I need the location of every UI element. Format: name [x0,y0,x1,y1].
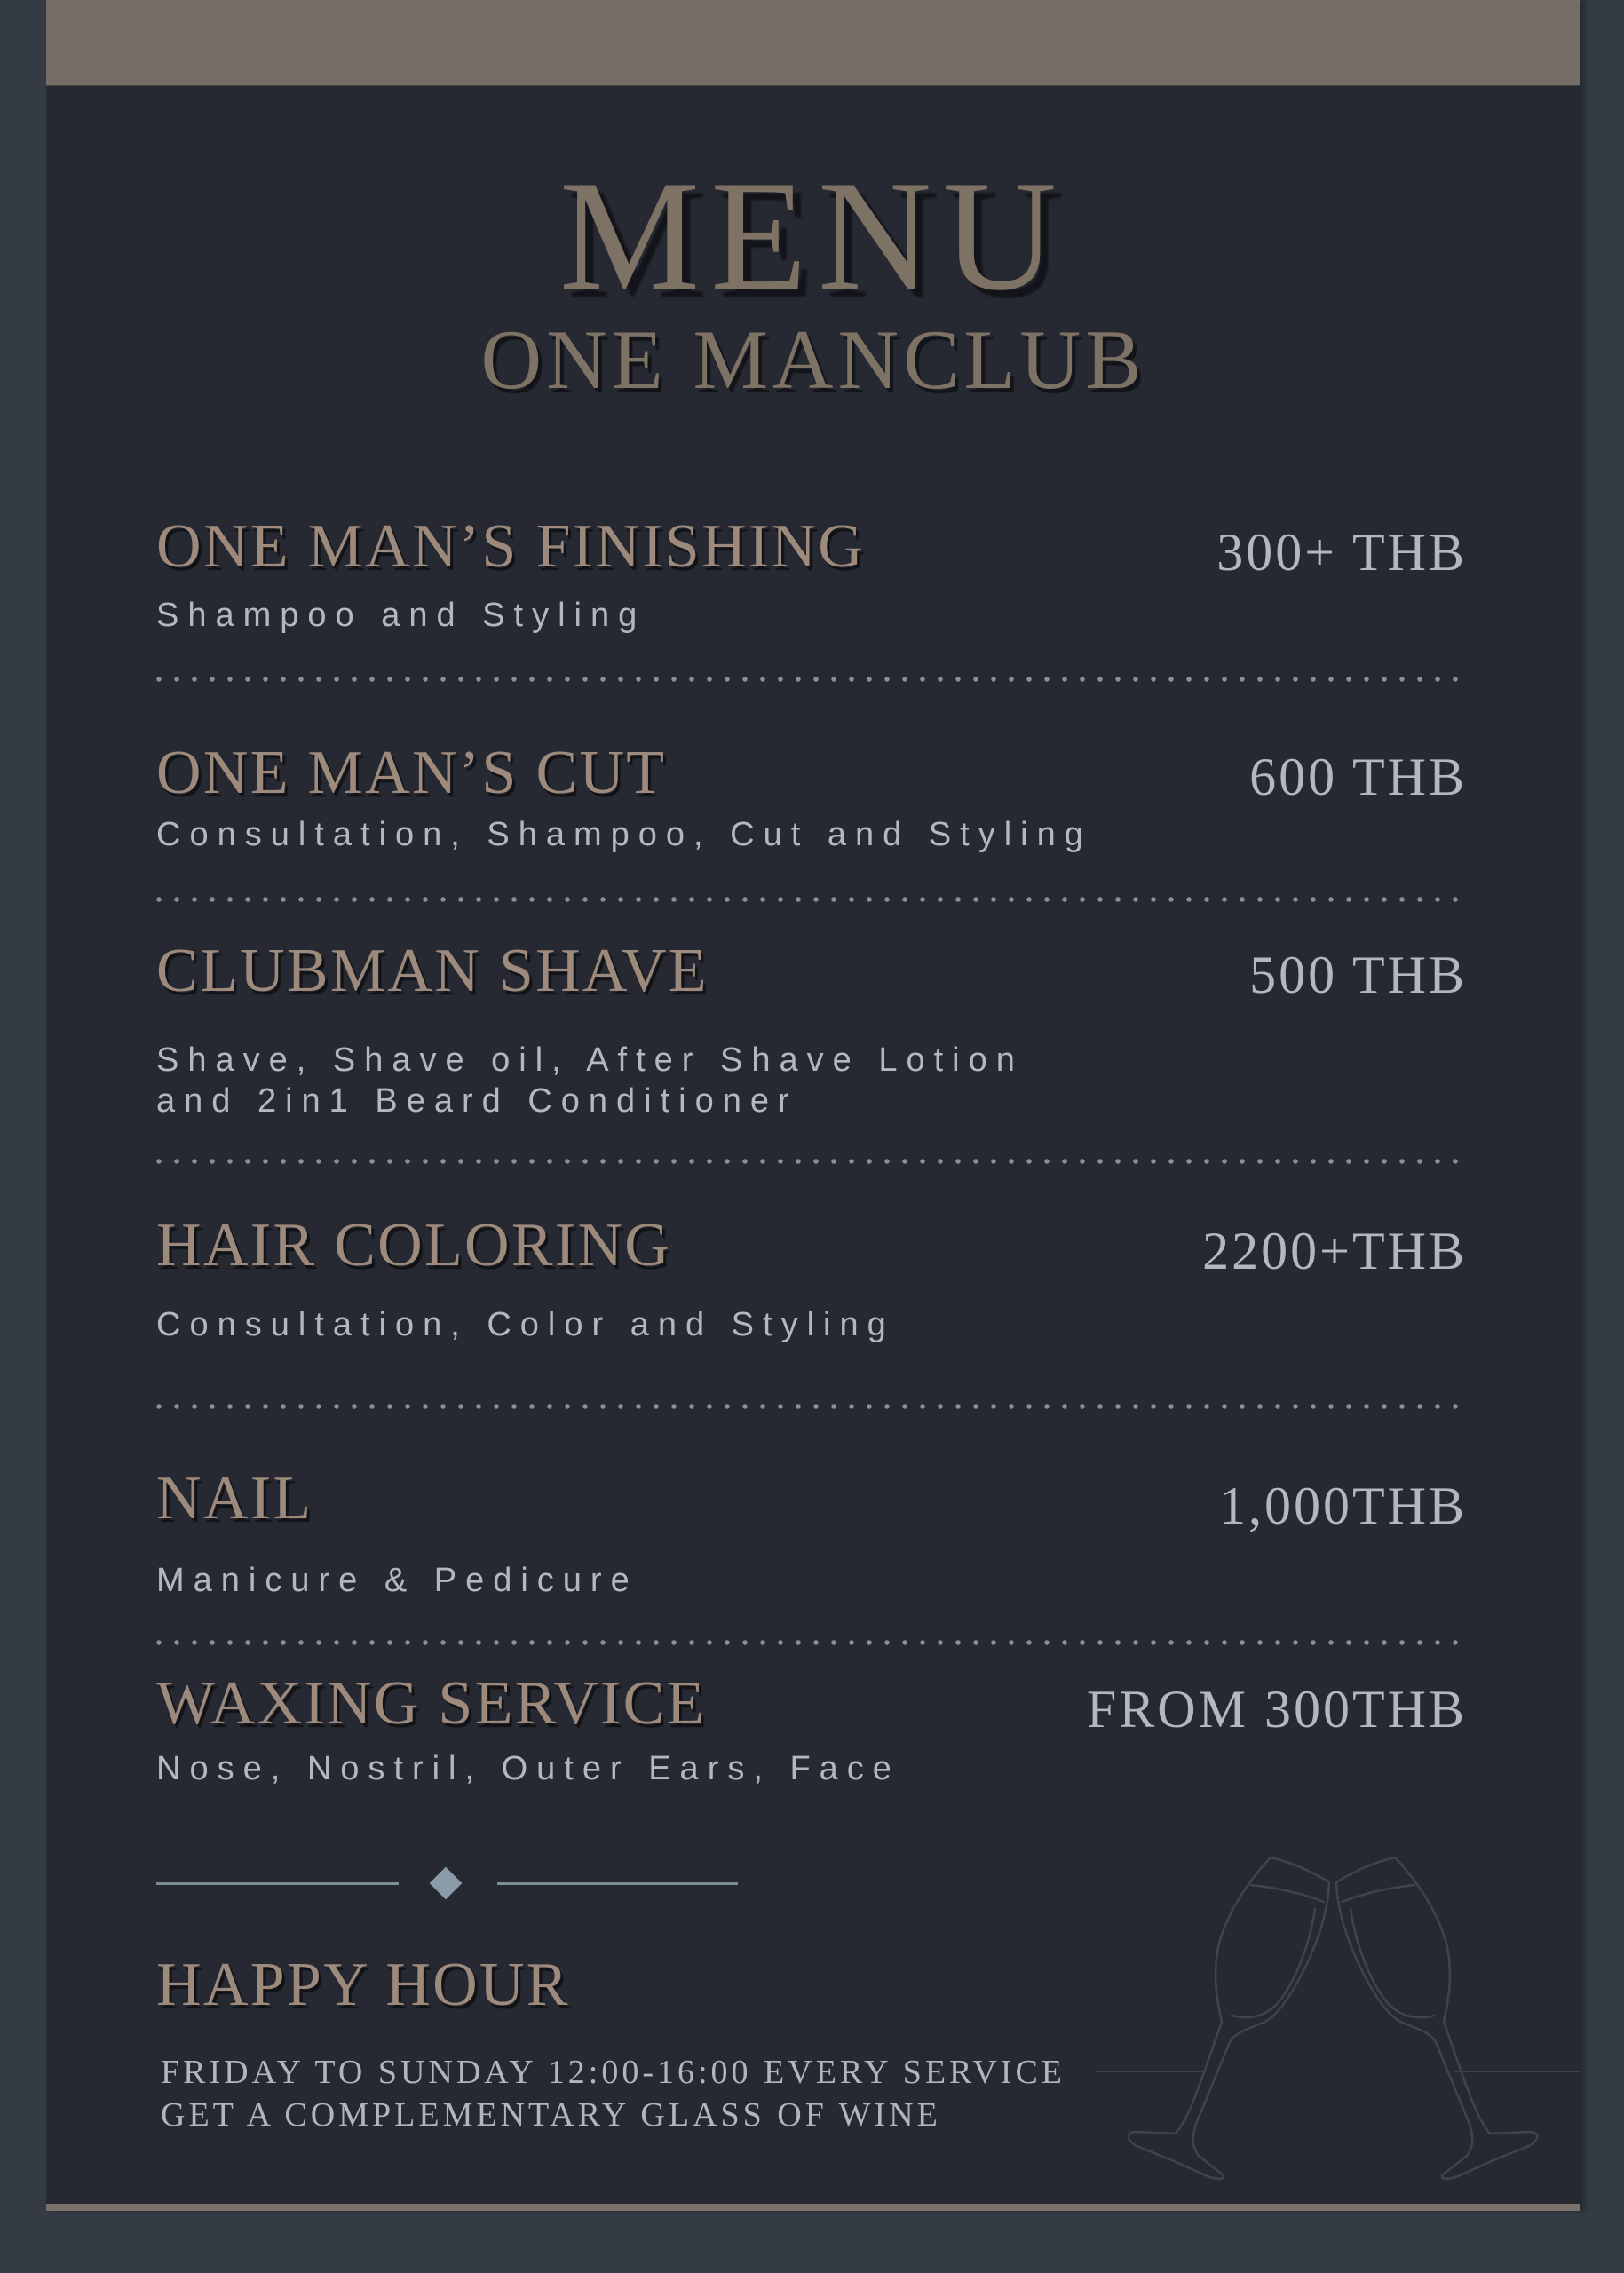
happy-hour-title: HAPPY HOUR [156,1951,570,2019]
item-description-line: and 2in1 Beard Conditioner [156,1082,798,1120]
item-price: 2200+THB [1202,1222,1467,1280]
dotted-separator [156,897,1467,902]
dotted-separator [156,1404,1467,1409]
item-name: NAIL [156,1464,313,1532]
item-description [156,1304,895,1345]
item-description [156,1560,638,1601]
item-price: 300+ THB [1216,523,1467,582]
bottom-stripe [46,2204,1580,2211]
divider-line-left [156,1882,399,1885]
item-description [156,595,646,636]
dotted-separator [156,677,1467,682]
wine-glass-right-icon [1336,1857,1537,2179]
item-name: ONE MAN’S CUT [156,739,667,807]
wine-glasses-icon [1119,1847,1545,2193]
happy-hour-line: GET A COMPLEMENTARY GLASS OF WINE [161,2096,941,2134]
item-name: ONE MAN’S FINISHING [156,512,866,581]
page-title: MENU [558,147,1068,323]
item-description-line: Consultation, Shampoo, Cut and Styling [156,816,1092,853]
item-description [156,814,1092,855]
brand-name: ONE MANCLUB [480,313,1146,407]
item-description-line: Nose, Nostril, Outer Ears, Face [156,1750,900,1787]
top-bar [46,0,1580,86]
dotted-separator [156,1159,1467,1164]
item-price: 500 THB [1249,946,1467,1004]
dotted-separator [156,1640,1467,1645]
item-price: 600 THB [1249,748,1467,806]
item-description-line: Consultation, Color and Styling [156,1306,895,1343]
divider-line-right [497,1882,738,1885]
wine-glass-left-icon [1129,1857,1329,2179]
item-description-line: Shave, Shave oil, After Shave Lotion [156,1041,1024,1079]
item-name: HAIR COLORING [156,1211,672,1279]
happy-hour-details [161,2051,1066,2136]
item-description-line: Shampoo and Styling [156,597,646,634]
happy-hour-line: FRIDAY TO SUNDAY 12:00-16:00 EVERY SERVICE [161,2054,1066,2091]
item-description [156,1748,900,1789]
item-name: CLUBMAN SHAVE [156,937,709,1005]
item-price: 1,000THB [1219,1477,1467,1535]
item-description-line: Manicure & Pedicure [156,1562,638,1599]
item-name: WAXING SERVICE [156,1669,707,1738]
item-price: FROM 300THB [1086,1680,1467,1738]
item-description [156,1040,1024,1121]
